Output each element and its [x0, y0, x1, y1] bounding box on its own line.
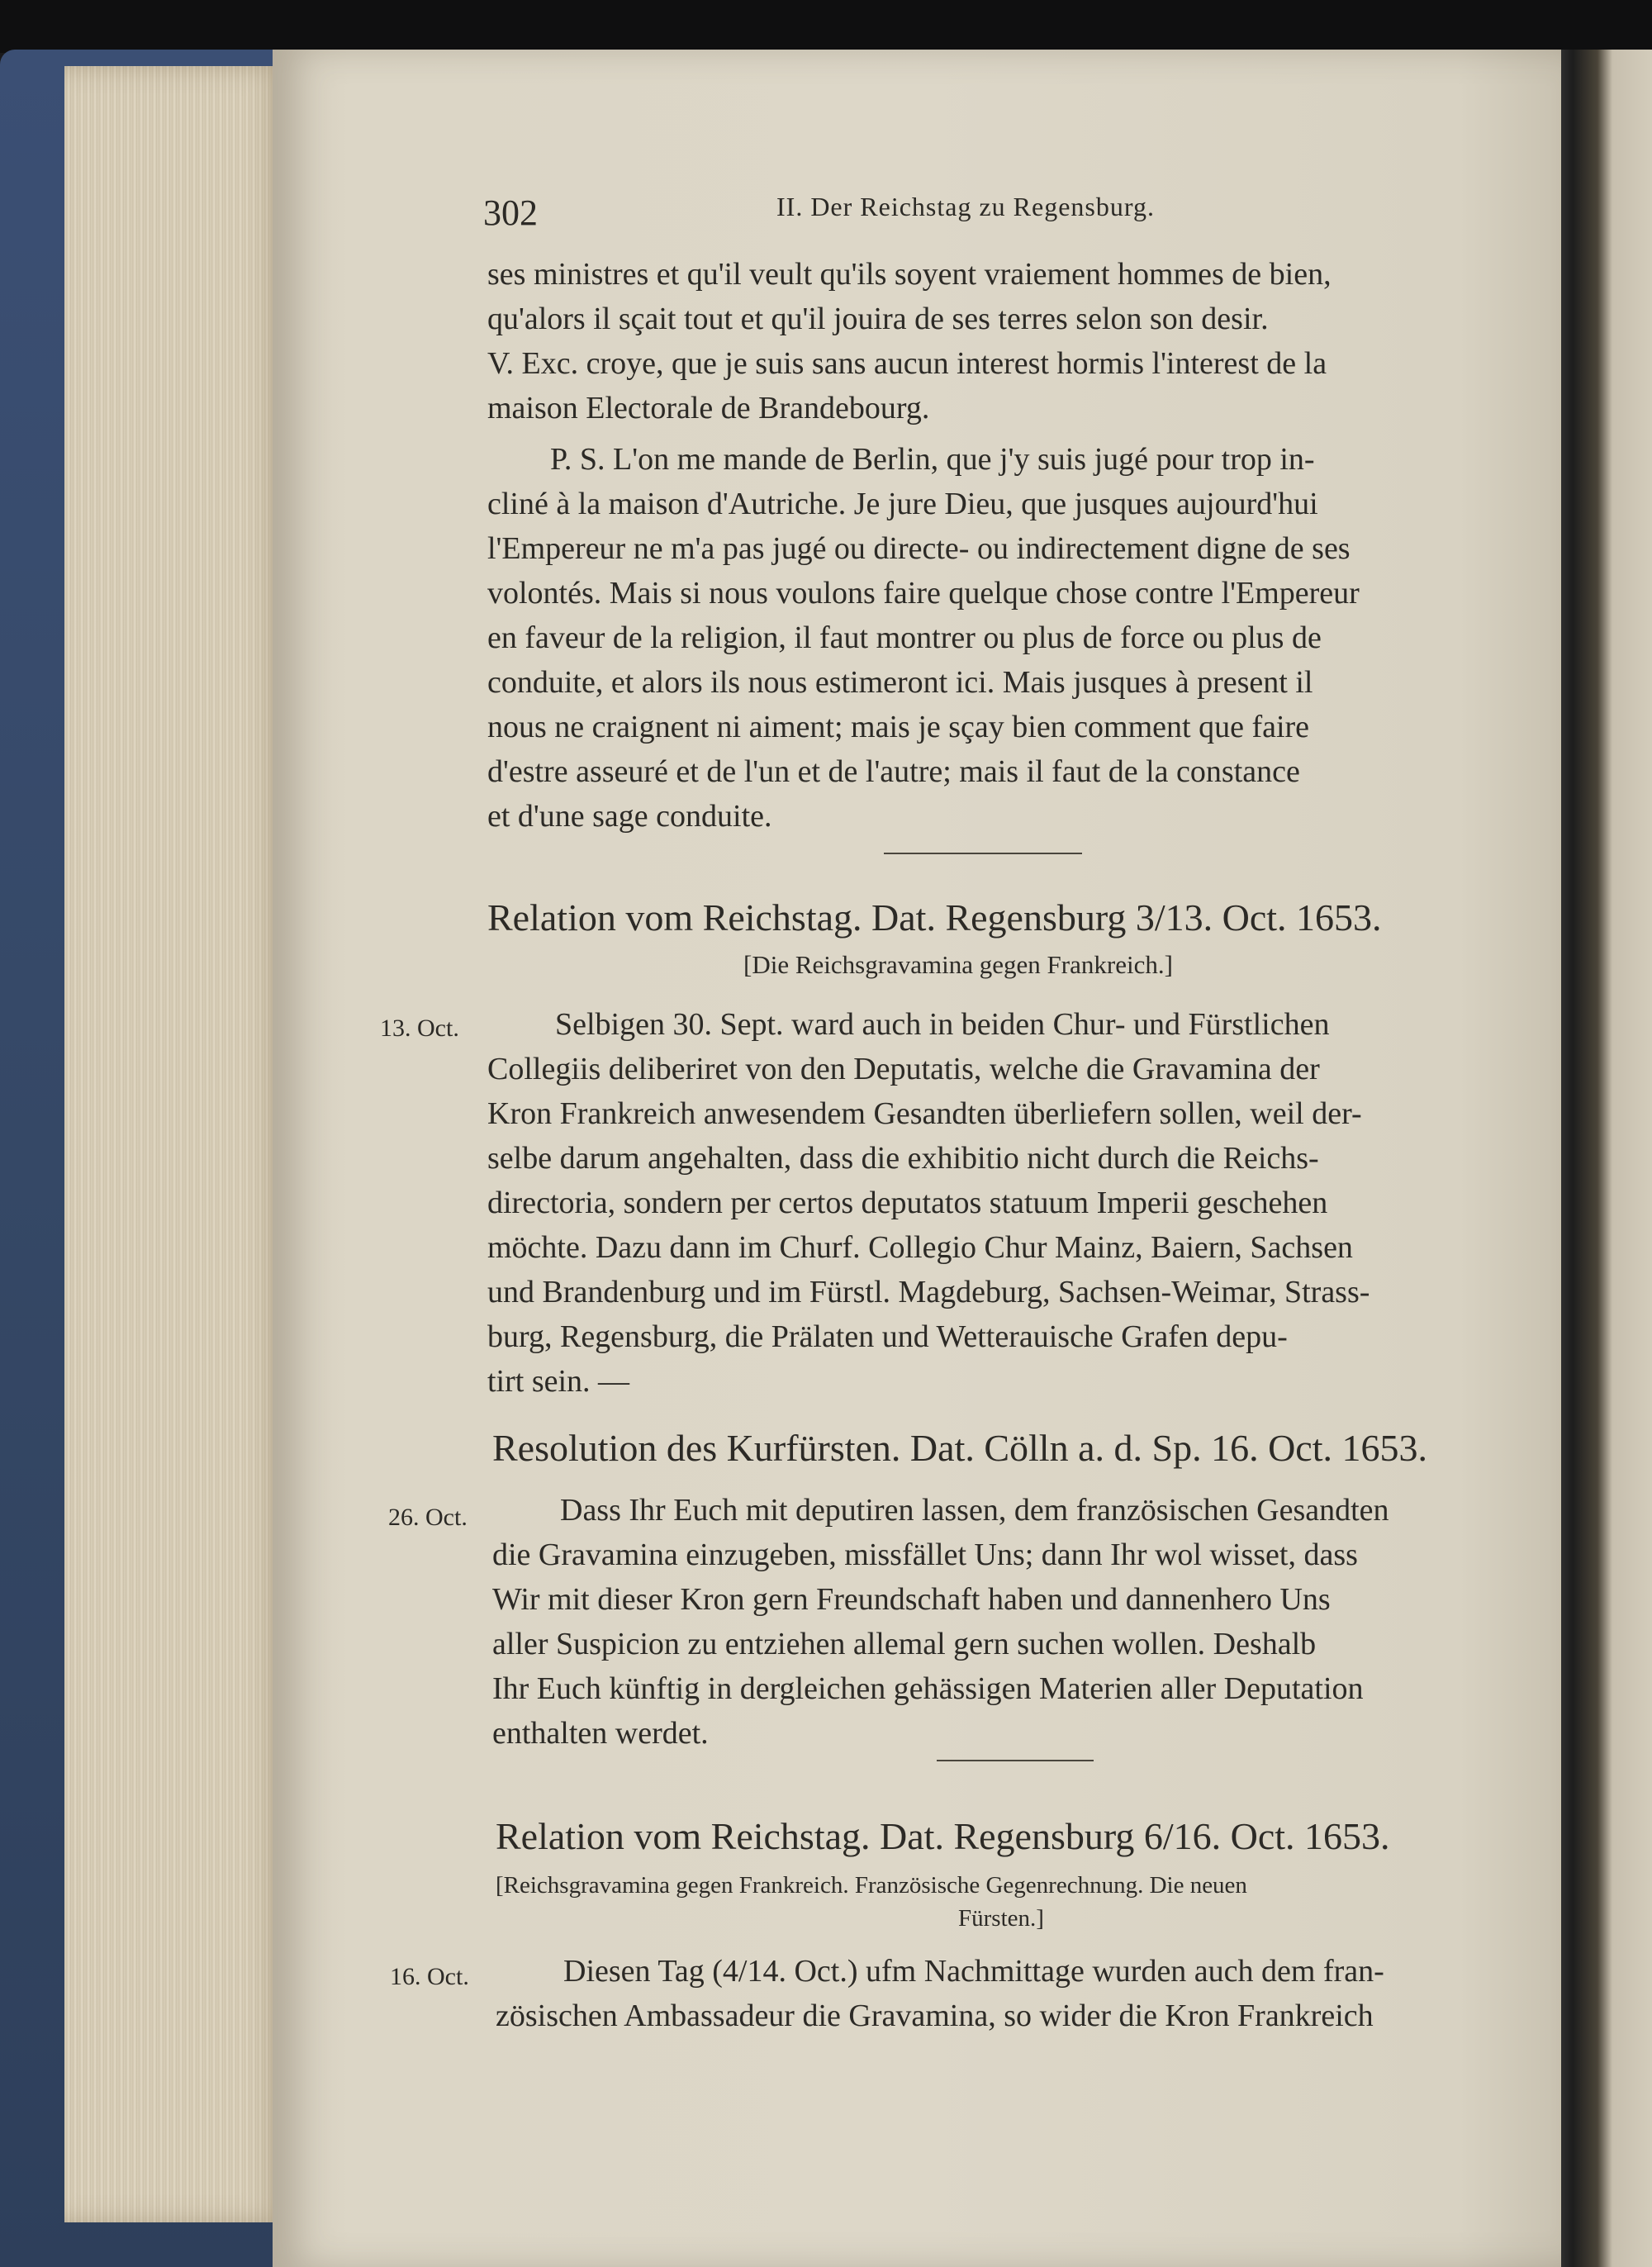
section-subheading-cont: Fürsten.] [958, 1905, 1044, 1932]
margin-date: 26. Oct. [388, 1504, 468, 1531]
section-divider [937, 1760, 1094, 1761]
text-line: die Gravamina einzugeben, missfället Uns; dann Ihr wol wisset, dass [492, 1537, 1358, 1572]
text-line: ses ministres et qu'il veult qu'ils soyent vraiement hommes de bien, [487, 257, 1332, 292]
text-line: Dass Ihr Euch mit deputiren lassen, dem französischen Gesandten [560, 1493, 1389, 1528]
text-line: cliné à la maison d'Autriche. Je jure Dieu, que jusques aujourd'hui [487, 487, 1318, 521]
text-line: Selbigen 30. Sept. ward auch in beiden Chur- und Fürstlichen [555, 1007, 1330, 1042]
section-heading: Relation vom Reichstag. Dat. Regensburg 3/13. Oct. 1653. [487, 896, 1382, 939]
text-line: maison Electorale de Brandebourg. [487, 391, 930, 425]
text-line: möchte. Dazu dann im Churf. Collegio Chur Mainz, Baiern, Sachsen [487, 1230, 1353, 1265]
text-line: Collegiis deliberiret von den Deputatis, welche die Gravamina der [487, 1052, 1320, 1086]
text-line: und Brandenburg und im Fürstl. Magdeburg, Sachsen-Weimar, Strass- [487, 1275, 1370, 1309]
text-line: zösischen Ambassadeur die Gravamina, so wider die Kron Frankreich [496, 1998, 1374, 2033]
top-background [0, 0, 1652, 53]
text-line: V. Exc. croye, que je suis sans aucun interest hormis l'interest de la [487, 346, 1327, 381]
page-number: 302 [483, 192, 538, 233]
text-line: et d'une sage conduite. [487, 799, 772, 834]
section-subheading: [Die Reichsgravamina gegen Frankreich.] [743, 950, 1173, 979]
text-line: Wir mit dieser Kron gern Freundschaft haben und dannenhero Uns [492, 1582, 1331, 1617]
text-line: Kron Frankreich anwesendem Gesandten überliefern sollen, weil der- [487, 1096, 1362, 1131]
text-line: l'Empereur ne m'a pas jugé ou directe- ou indirectement digne de ses [487, 531, 1351, 566]
section-heading: Resolution des Kurfürsten. Dat. Cölln a. d. Sp. 16. Oct. 1653. [492, 1427, 1428, 1469]
text-line: directoria, sondern per certos deputatos statuum Imperii geschehen [487, 1186, 1328, 1220]
text-line: aller Suspicion zu entziehen allemal gern suchen wollen. Deshalb [492, 1627, 1317, 1661]
text-line: d'estre asseuré et de l'un et de l'autre; mais il faut de la constance [487, 754, 1300, 789]
section-subheading: [Reichsgravamina gegen Frankreich. Französische Gegenrechnung. Die neuen [496, 1872, 1247, 1899]
section-heading: Relation vom Reichstag. Dat. Regensburg 6/16. Oct. 1653. [496, 1815, 1390, 1857]
running-head: II. Der Reichstag zu Regensburg. [776, 192, 1155, 221]
facing-page-edge [1553, 50, 1652, 2267]
text-line: enthalten werdet. [492, 1716, 709, 1751]
text-line: nous ne craignent ni aiment; mais je sçay bien comment que faire [487, 710, 1310, 744]
text-line: selbe darum angehalten, dass die exhibitio nicht durch die Reichs- [487, 1141, 1319, 1176]
text-line: Diesen Tag (4/14. Oct.) ufm Nachmittage wurden auch dem fran- [563, 1954, 1384, 1989]
text-line: Ihr Euch künftig in dergleichen gehässigen Materien aller Deputation [492, 1671, 1364, 1706]
text-line: en faveur de la religion, il faut montrer ou plus de force ou plus de [487, 620, 1322, 655]
margin-date: 13. Oct. [380, 1015, 459, 1042]
text-line: tirt sein. — [487, 1364, 630, 1399]
text-line: qu'alors il sçait tout et qu'il jouira de ses terres selon son desir. [487, 302, 1269, 336]
text-line: burg, Regensburg, die Prälaten und Wetterauische Grafen depu- [487, 1319, 1288, 1354]
text-line: P. S. L'on me mande de Berlin, que j'y suis jugé pour trop in- [550, 442, 1315, 477]
text-line: volontés. Mais si nous voulons faire quelque chose contre l'Empereur [487, 576, 1360, 611]
section-divider [884, 853, 1082, 854]
margin-date: 16. Oct. [390, 1963, 469, 1990]
page-edges [64, 66, 287, 2222]
text-line: conduite, et alors ils nous estimeront ici. Mais jusques à present il [487, 665, 1313, 700]
